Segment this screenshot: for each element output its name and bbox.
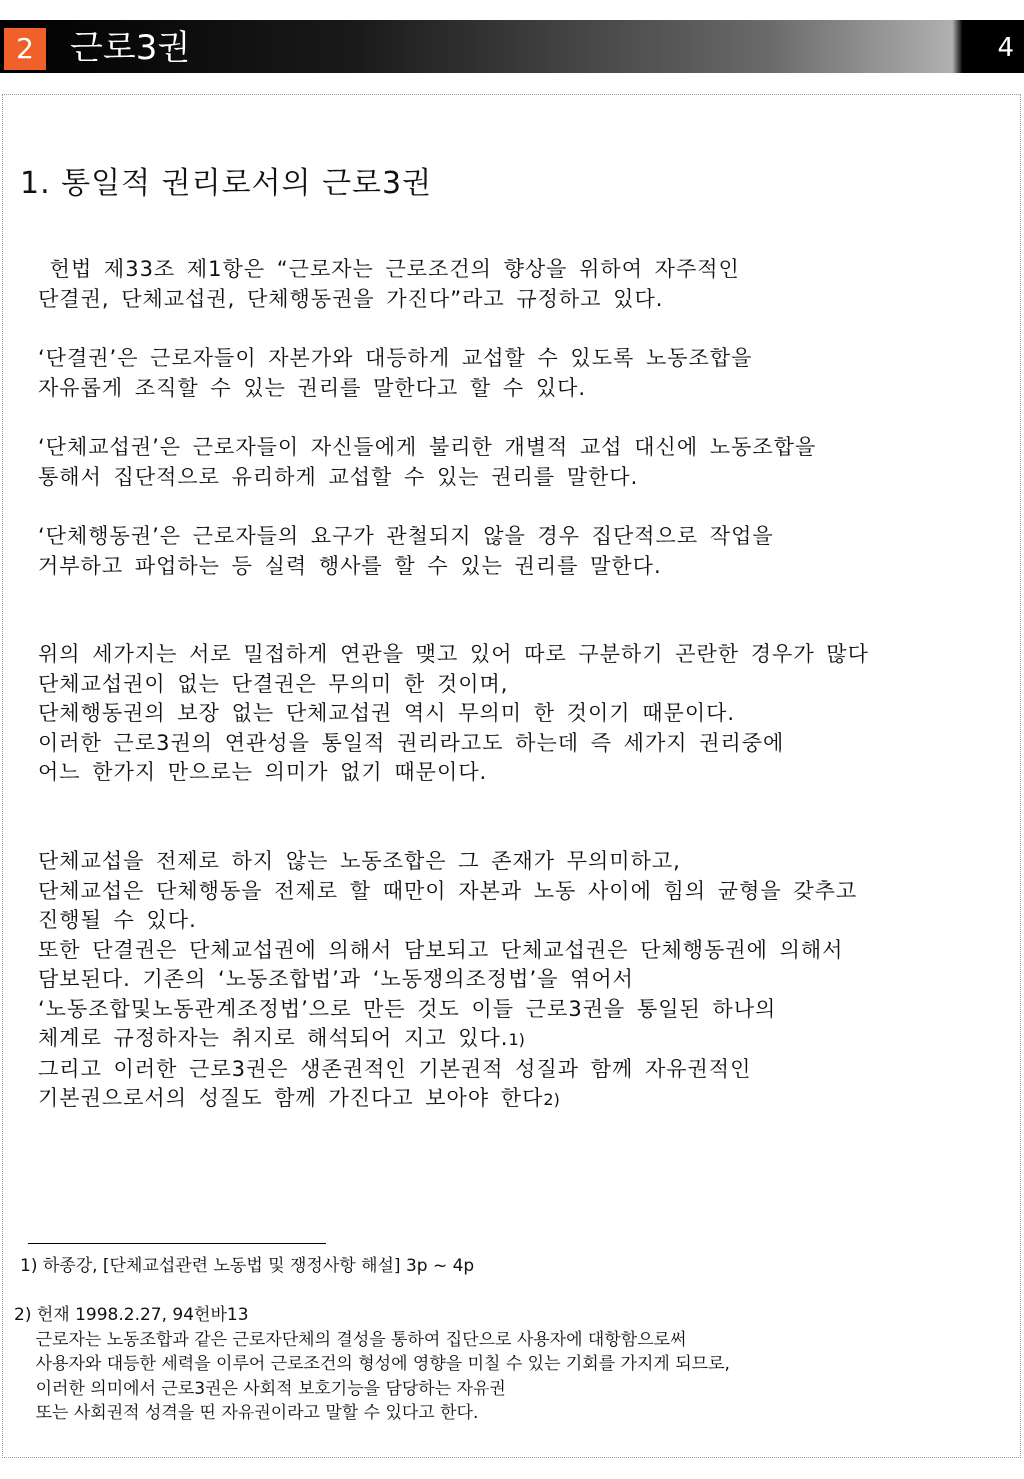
section-title: 1. 통일적 권리로서의 근로3권 bbox=[20, 166, 433, 201]
paragraph-right-to-organize: ‘단결권’은 근로자들이 자본가와 대등하게 교섭할 수 있도록 노동조합을 자유롭게 조직할 수 있는 권리를 말한다고 할 수 있다. bbox=[38, 346, 753, 400]
paragraph-unified-system bbox=[38, 847, 857, 1115]
header-title: 근로3권 bbox=[70, 28, 191, 68]
paragraph-unified-system-tail: 그리고 이러한 근로3권은 생존권적인 기본권적 성질과 함께 자유권적인 기본권으로서의 성질도 함께 가진다고 보아야 한다 bbox=[38, 1056, 752, 1110]
footnote-1: 1) 하종강, [단체교섭관련 노동법 및 쟁정사항 해설] 3p ~ 4p bbox=[20, 1256, 475, 1276]
paragraph-unified-system-text: 단체교섭을 전제로 하지 않는 노동조합은 그 존재가 무의미하고, 단체교섭은 단체행동을 전제로 할 때만이 자본과 노동 사이에 힘의 균형을 갖추고 진행될 수 있다. 또한 단결권은 단체교섭권에 의해서 담보되고 단체교섭권은 단체행동권에 의해서 담보된다. 기존의 ‘노동조합법’과 ‘노동쟁의조정법’을 엮어서 ‘노동조합및노동관계조정법’으로 만든 것도 이들 근로3권을 통일된 하나의 체계로 규정하자는 취지로 해석되어 지고 있다. bbox=[38, 849, 858, 1050]
page-number: 4 bbox=[997, 33, 1014, 63]
paragraph-collective-action: ‘단체행동권’은 근로자들의 요구가 관철되지 않을 경우 집단적으로 작업을 거부하고 파업하는 등 실력 행사를 할 수 있는 권리를 말한다. bbox=[38, 524, 774, 578]
paragraph-interrelation: 위의 세가지는 서로 밀접하게 연관을 맺고 있어 따로 구분하기 곤란한 경우가 많다 단체교섭권이 없는 단결권은 무의미 한 것이며, 단체행동권의 보장 없는 단체교섭권 역시 무의미 한 것이기 때문이다. 이러한 근로3권의 연관성을 통일적 권리라고도 하는데 즉 세가지 권리중에 어느 한가지 만으로는 의미가 없기 때문이다. bbox=[38, 642, 869, 784]
paragraph-constitution: 헌법 제33조 제1항은 “근로자는 근로조건의 향상을 위하여 자주적인 단결권, 단체교섭권, 단체행동권을 가진다”라고 규정하고 있다. bbox=[38, 257, 740, 311]
section-number-badge: 2 bbox=[4, 28, 46, 70]
header-bar bbox=[0, 20, 1024, 73]
paragraph-collective-bargaining: ‘단체교섭권’은 근로자들이 자신들에게 불리한 개별적 교섭 대신에 노동조합을 통해서 집단적으로 유리하게 교섭할 수 있는 권리를 말한다. bbox=[38, 435, 817, 489]
footnote-2: 2) 헌재 1998.2.27, 94헌바13 근로자는 노동조합과 같은 근로자단체의 결성을 통하여 집단으로 사용자에 대항함으로써 사용자와 대등한 세력을 이루어 근로조건의 형성에 영향을 미칠 수 있는 기회를 가지게 되므로, 이러한 의미에서 근로3권은 사회적 보호기능을 담당하는 자유권 또는 사회권적 성격을 띤 자유권이라고 말할 수 있다고 한다. bbox=[14, 1305, 730, 1423]
footnote-divider bbox=[28, 1243, 326, 1244]
footnote-ref-2: 2) bbox=[543, 1090, 560, 1109]
footnote-ref-1: 1) bbox=[508, 1030, 525, 1049]
